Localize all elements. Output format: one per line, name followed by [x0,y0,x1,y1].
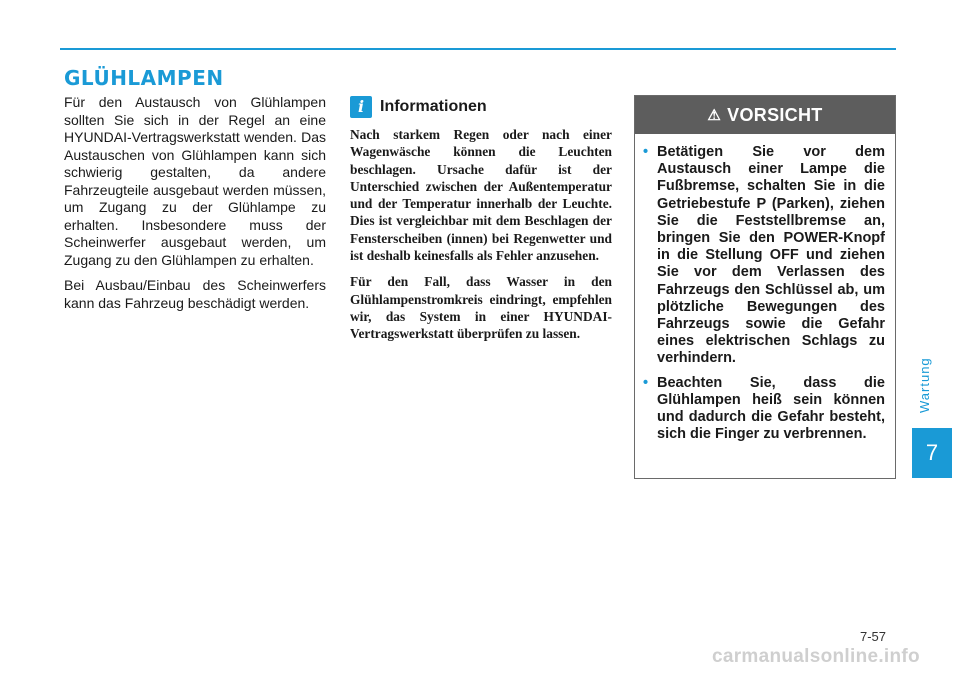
warning-header [635,96,895,134]
body-paragraph: Bei Ausbau/Einbau des Scheinwerfers kann das Fahrzeug beschädigt werden. [64,277,326,311]
warning-title: VORSICHT [727,104,823,125]
body-text-column [64,94,326,320]
warning-item-text: Betätigen Sie vor dem Austausch einer Lampe die Fußbremse, schalten Sie in die Getriebestufe P (Parken), ziehen Sie die Feststellbremse an, bringen Sie den POWER-Knopf in die Stellung OFF und ziehen Sie vor dem Verlassen des Fahrzeugs den Schlüssel ab, um plötzliche Bewegungen des Fahrzeugs sowie die Gefahr eines elektrischen Schlags zu verhindern. [657,144,885,367]
info-header [350,96,615,120]
body-paragraph: Für den Austausch von Glühlampen sollten Sie sich in der Regel an eine HYUNDAI-Vertragswerkstatt wenden. Das Austauschen von Glühlampen kann sich schwierig gestalten, da andere Fahrzeugteile ausgebaut werden müssen, um Zugang zu der Glühlampe zu erhalten. Insbesondere muss der Scheinwerfer ausgebaut werden, um Zugang zu den Glühlampen zu erhalten. [64,94,326,268]
bullet-icon: • [643,374,649,391]
info-paragraph: Nach starkem Regen oder nach einer Wagenwäsche können die Leuchten beschlagen. Ursache dafür ist der Unterschied zwischen der Außentemperatur und der Temperatur innerhalb der Leuchte. Dies ist vergleichbar mit dem Beschlagen der Fensterscheiben (innen) bei Regenwetter und ist deshalb keinesfalls als Fehler anzusehen. [350,127,612,264]
warning-item [643,144,885,368]
section-title: GLÜHLAMPEN [64,66,224,90]
warning-triangle-icon: ⚠ [707,106,722,124]
warning-list [635,134,895,443]
info-text-column [350,126,612,352]
info-paragraph: Für den Fall, dass Wasser in den Glühlampenstromkreis eindringt, empfehlen wir, das System in einer HYUNDAI-Vertragswerkstatt überprüfen zu lassen. [350,274,612,342]
watermark: carmanualsonline.info [712,646,920,667]
page-number: 7-57 [860,629,887,644]
warning-item [643,375,885,444]
chapter-tab-label: Wartung [917,357,932,413]
info-icon: i [350,96,372,118]
info-title: Informationen [380,98,487,115]
top-rule [60,48,896,50]
bullet-icon: • [643,144,649,160]
chapter-tab: 7 [912,428,952,478]
warning-box [634,95,896,479]
warning-item-text: Beachten Sie, dass die Glühlampen heiß sein können und dadurch die Gefahr besteht, sich die Finger zu verbrennen. [657,374,885,443]
